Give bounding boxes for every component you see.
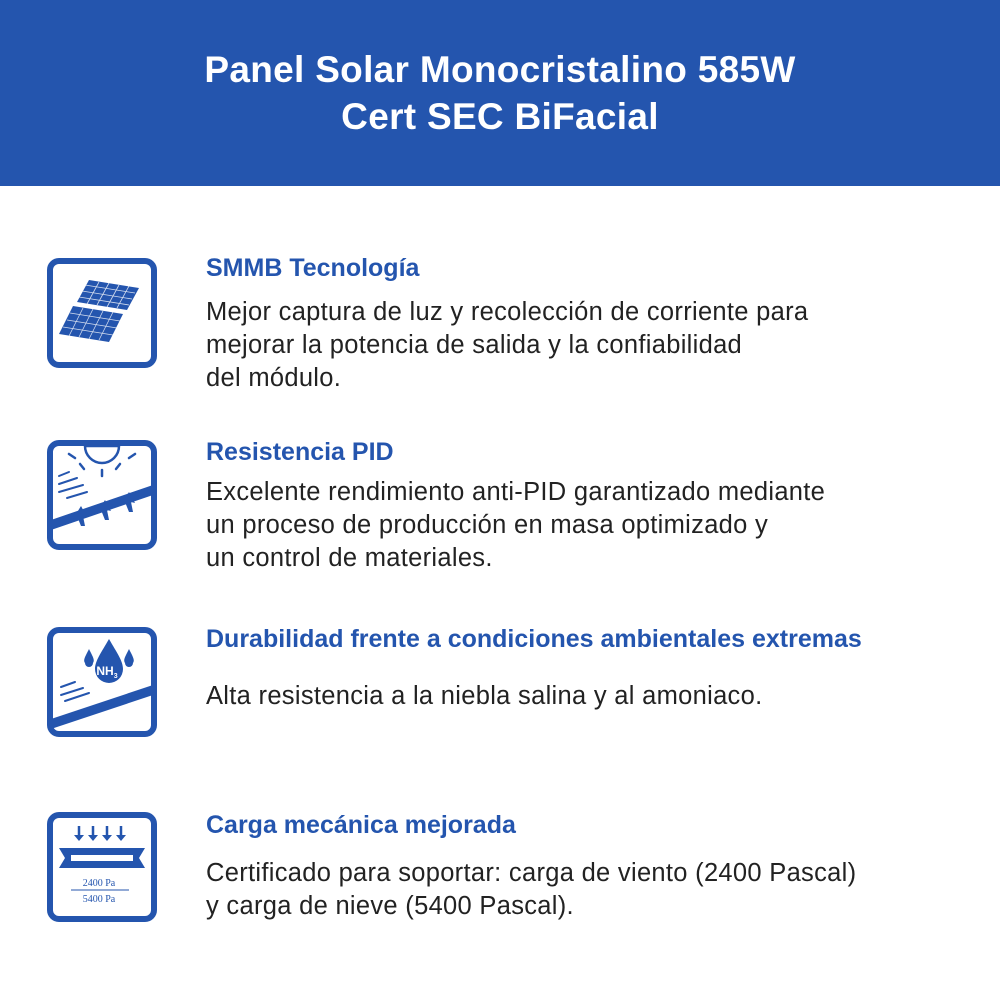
load-label-wind: 2400 Pa — [82, 878, 116, 889]
feature-desc-line: mejorar la potencia de salida y la confiabilidad — [206, 331, 743, 359]
solar-panels-icon — [47, 258, 157, 368]
feature-desc-line: un proceso de producción en masa optimizado y — [206, 511, 769, 539]
feature-title-smmb: SMMB Tecnología — [206, 254, 420, 282]
feature-title-mechanical: Carga mecánica mejorada — [206, 811, 516, 839]
feature-title-durability: Durabilidad frente a condiciones ambientales extremas — [206, 625, 862, 653]
ammonia-salt-icon — [47, 627, 157, 737]
feature-desc-pid — [206, 476, 825, 575]
feature-desc-line: un control de materiales. — [206, 544, 493, 572]
feature-title-pid: Resistencia PID — [206, 438, 394, 466]
feature-desc-smmb — [206, 296, 808, 395]
feature-desc-line: Mejor captura de luz y recolección de corriente para — [206, 298, 809, 326]
load-label-snow: 5400 Pa — [82, 894, 116, 905]
feature-desc-mechanical — [206, 857, 856, 923]
page-title-line-2: Cert SEC BiFacial — [341, 96, 659, 137]
page-title-line-1: Panel Solar Monocristalino 585W — [204, 49, 796, 90]
feature-desc-line: Excelente rendimiento anti-PID garantizado mediante — [206, 478, 826, 506]
nh3-label: $NH_3$ — [96, 664, 118, 680]
header-banner — [0, 0, 1000, 186]
feature-desc-line: y carga de nieve (5400 Pascal). — [206, 892, 574, 920]
mechanical-load-icon — [47, 812, 157, 922]
pid-resistance-icon — [47, 440, 157, 550]
feature-desc-line: Alta resistencia a la niebla salina y al amoniaco. — [206, 682, 763, 710]
feature-desc-line: del módulo. — [206, 364, 342, 392]
feature-desc-durability — [206, 680, 762, 713]
feature-desc-line: Certificado para soportar: carga de viento (2400 Pascal) — [206, 859, 857, 887]
